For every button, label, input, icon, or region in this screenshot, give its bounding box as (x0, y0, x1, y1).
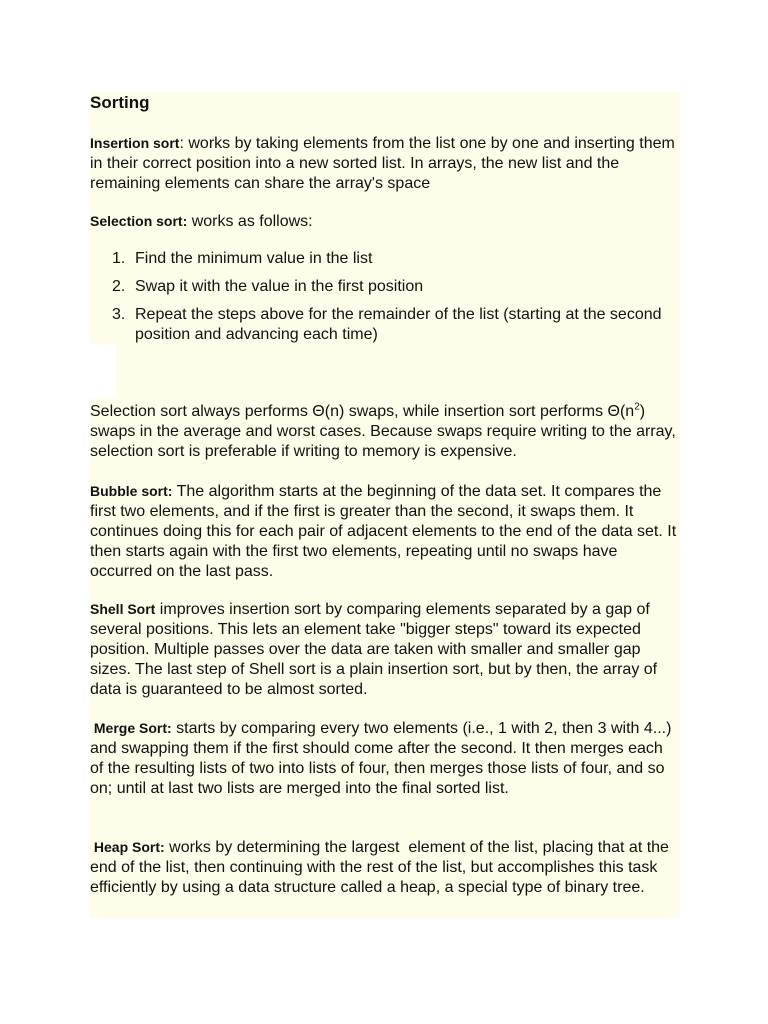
list-item-text: Repeat the steps above for the remainder of the list (starting at the second position and advancing each time) (135, 306, 662, 343)
insertion-sort-text: : works by taking elements from the list one by one and inserting them in their correct position into a new sorted list. In arrays, the new list and the remaining elements can share the array's space (90, 135, 675, 192)
bubble-sort-paragraph (90, 481, 680, 582)
list-item-number: 2. (112, 278, 126, 295)
bubble-sort-text: The algorithm starts at the beginning of the data set. It compares the first two elements, and if the first is greater than the second, it swaps them. It continues doing this for each pair of adjacent elements to the end of the data set. It then starts again with the first two elements, repeating until no swaps have occurred on the last pass. (90, 483, 677, 580)
list-item (90, 277, 680, 297)
comparison-paragraph (90, 402, 680, 462)
list-item-number: 3. (112, 306, 126, 323)
list-item (90, 249, 680, 269)
shell-sort-term: Shell Sort (90, 601, 156, 617)
list-item (90, 305, 680, 345)
selection-sort-text: works as follows: (187, 213, 313, 230)
list-item-text: Find the minimum value in the list (135, 250, 373, 267)
shell-sort-paragraph (90, 599, 680, 700)
list-item-text: Swap it with the value in the first position (135, 278, 424, 295)
bubble-sort-term: Bubble sort: (90, 483, 173, 499)
comparison-text-a: Selection sort always performs Θ(n) swaps, while insertion sort performs Θ(n (90, 403, 635, 420)
selection-steps-list (90, 249, 680, 353)
comparison-text-b: ) swaps in the average and worst cases. Because swaps require writing to the array, selection sort is preferable if writing to memory is expensive. (90, 403, 676, 460)
merge-sort-term: Merge Sort: (90, 720, 172, 736)
merge-sort-paragraph (90, 718, 680, 799)
insertion-sort-term: Insertion sort (90, 135, 180, 151)
page-title: Sorting (90, 93, 150, 112)
selection-sort-paragraph (90, 211, 680, 232)
heap-sort-term: Heap Sort: (90, 839, 165, 855)
heap-sort-paragraph (90, 837, 680, 898)
shell-sort-text: improves insertion sort by comparing elements separated by a gap of several positions. This lets an element take "bigger steps" toward its expected position. Multiple passes over the data are taken with smaller and smaller gap sizes. The last step of Shell sort is a plain insertion sort, but by then, the array of data is guaranteed to be almost sorted. (90, 601, 658, 698)
insertion-sort-paragraph (90, 133, 680, 194)
exponent: 2 (634, 401, 640, 413)
list-item-number: 1. (112, 250, 126, 267)
selection-sort-term: Selection sort: (90, 213, 188, 229)
heap-sort-text: works by determining the largest element of the list, placing that at the end of the list, then continuing with the rest of the list, but accomplishes this task efficiently by using a data structure called a heap, a special type of binary tree. (90, 839, 674, 896)
merge-sort-text: starts by comparing every two elements (i.e., 1 with 2, then 3 with 4...) and swapping them if the first should come after the second. It then merges each of the resulting lists of two into lists of four, then merges those lists of four, and so on; until at last two lists are merged into the final sorted list. (90, 720, 672, 797)
